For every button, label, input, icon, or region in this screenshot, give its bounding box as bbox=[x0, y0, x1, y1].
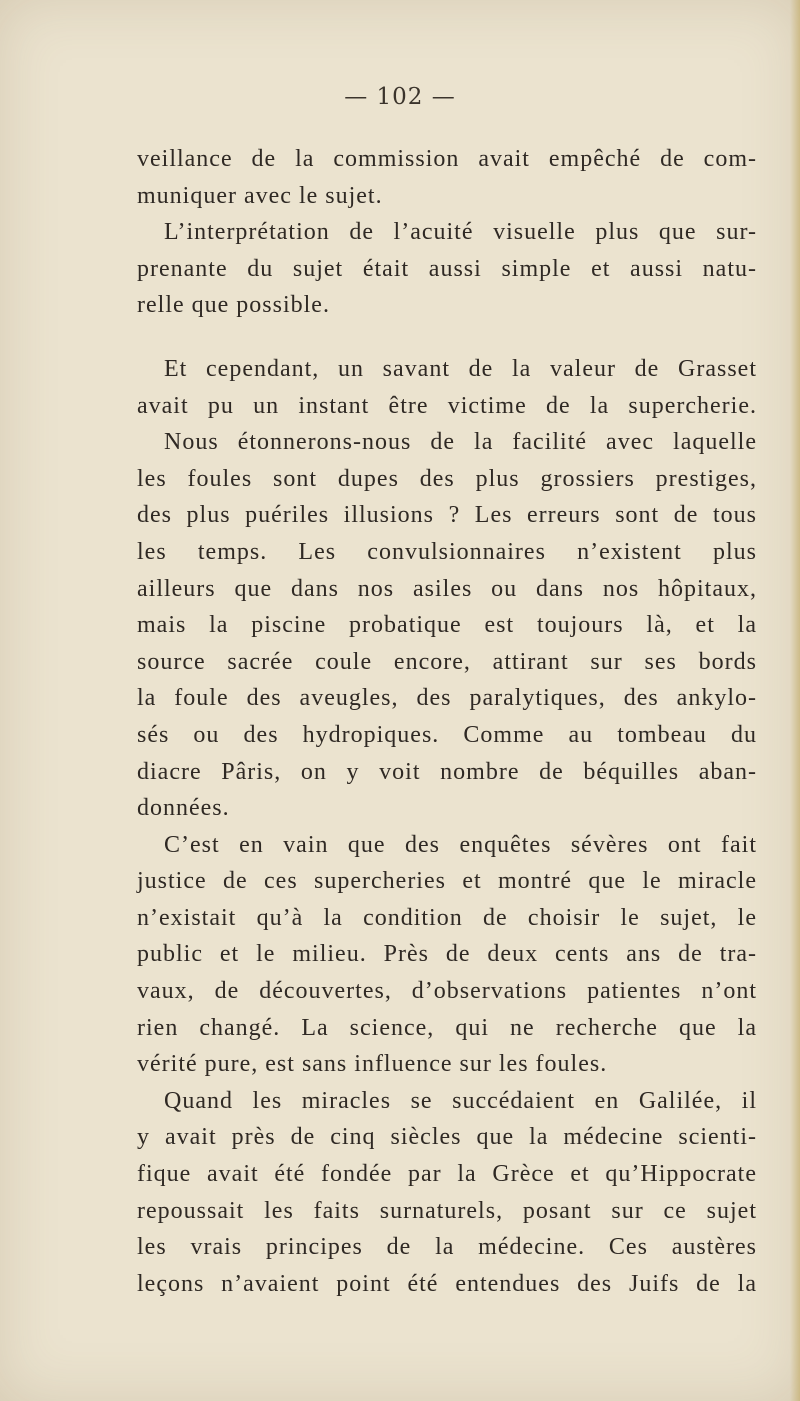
text-line: C’est en vain que des enquêtes sévères ont fait bbox=[164, 831, 757, 858]
text-line: public et le milieu. Près de deux cents ans de tra- bbox=[137, 941, 757, 968]
page-number: — 102 — bbox=[344, 84, 456, 110]
text-line: données. bbox=[137, 795, 230, 822]
text-line: avait pu un instant être victime de la supercherie. bbox=[137, 392, 757, 419]
text-line: vérité pure, est sans influence sur les foules. bbox=[137, 1051, 608, 1078]
text-line: rien changé. La science, qui ne recherche que la bbox=[137, 1014, 757, 1041]
text-line: vaux, de découvertes, d’observations patientes n’ont bbox=[137, 978, 757, 1005]
text-line: fique avait été fondée par la Grèce et qu’Hippocrate bbox=[137, 1161, 757, 1188]
text-line: Quand les miracles se succédaient en Galilée, il bbox=[164, 1087, 757, 1114]
text-line: Et cependant, un savant de la valeur de Grasset bbox=[164, 355, 757, 382]
page-edge bbox=[790, 0, 800, 1401]
text-line: justice de ces supercheries et montré que le miracle bbox=[137, 868, 757, 895]
text-line: relle que possible. bbox=[137, 292, 330, 319]
text-line: source sacrée coule encore, attirant sur ses bords bbox=[137, 648, 757, 675]
text-line: diacre Pâris, on y voit nombre de béquilles aban- bbox=[137, 758, 757, 785]
text-line: n’existait qu’à la condition de choisir le sujet, le bbox=[137, 904, 757, 931]
text-line: repoussait les faits surnaturels, posant sur ce sujet bbox=[137, 1197, 757, 1224]
text-line: prenante du sujet était aussi simple et aussi natu- bbox=[137, 255, 757, 282]
text-line: leçons n’avaient point été entendues des Juifs de la bbox=[137, 1270, 757, 1297]
text-line: ailleurs que dans nos asiles ou dans nos hôpitaux, bbox=[137, 575, 757, 602]
text-line: mais la piscine probatique est toujours là, et la bbox=[137, 612, 757, 639]
text-line: veillance de la commission avait empêché de com- bbox=[137, 146, 757, 172]
text-line: les temps. Les convulsionnaires n’existent plus bbox=[137, 538, 757, 565]
text-line: muniquer avec le sujet. bbox=[137, 182, 383, 209]
text-line: la foule des aveugles, des paralytiques, des ankylo- bbox=[137, 685, 757, 712]
text-line: sés ou des hydropiques. Comme au tombeau du bbox=[137, 721, 757, 748]
text-line: Nous étonnerons-nous de la facilité avec laquelle bbox=[164, 429, 757, 456]
paragraph-gap bbox=[137, 324, 757, 351]
text-line: les foules sont dupes des plus grossiers prestiges, bbox=[137, 465, 757, 492]
text-line: des plus puériles illusions ? Les erreurs sont de tous bbox=[137, 502, 757, 529]
body-text bbox=[137, 141, 757, 1302]
text-line: L’interprétation de l’acuité visuelle plus que sur- bbox=[164, 219, 757, 246]
text-line: les vrais principes de la médecine. Ces austères bbox=[137, 1234, 757, 1261]
text-line: y avait près de cinq siècles que la médecine scienti- bbox=[137, 1124, 757, 1151]
